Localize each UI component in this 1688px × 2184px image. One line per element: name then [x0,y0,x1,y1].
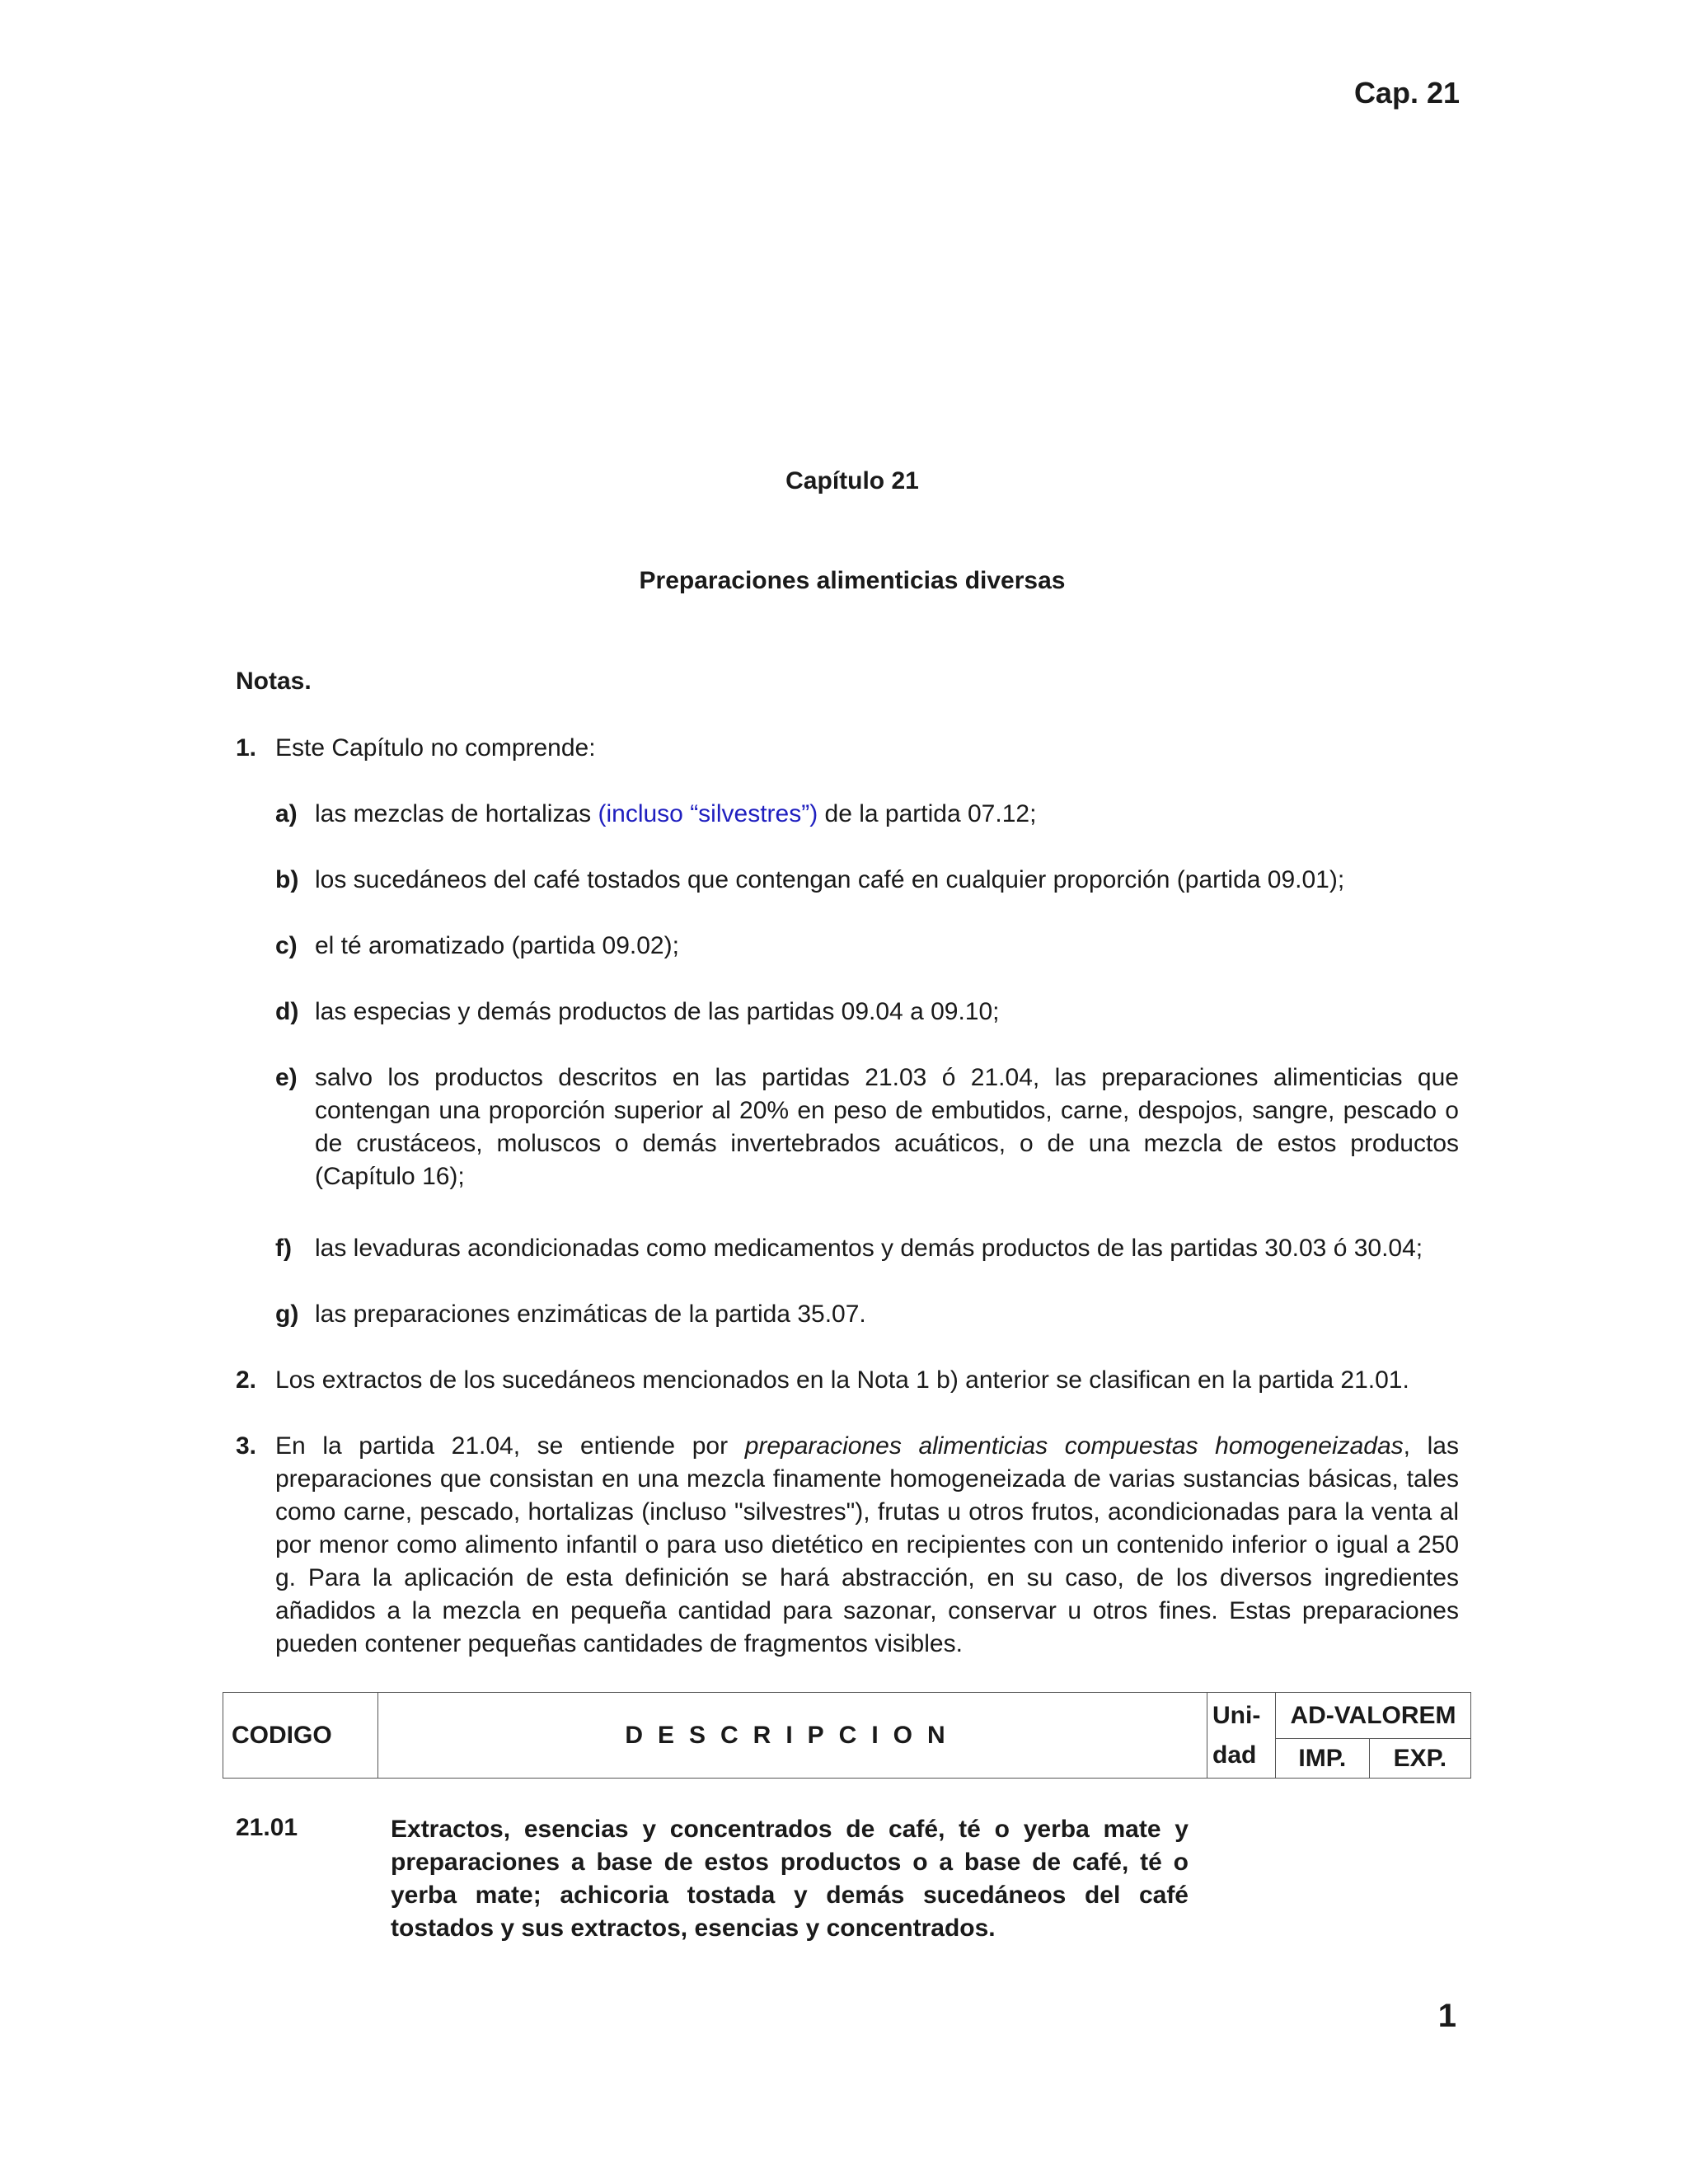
note-item-text: las levaduras acondicionadas como medicamentos y demás productos de las partidas 30.03 ó 30.04; [315,1235,1423,1262]
note-text: Los extractos de los sucedáneos mencionados en la Nota 1 b) anterior se clasifican en la partida 21.01. [275,1366,1409,1394]
chapter-title: Capítulo 21 [785,467,919,494]
column-header-codigo: CODIGO [223,1693,378,1779]
note-item-text: las especias y demás productos de las partidas 09.04 a 09.10; [315,998,1000,1025]
tariff-table-header [223,1692,1471,1779]
note-item-label: b) [275,866,299,893]
note-text: En la partida 21.04, se entiende por preparaciones alimenticias compuestas homogeneizadas, las preparaciones que consistan en una mezcla finamente homogeneizada de varias sustancias básicas, tales como carne, pescado, hortalizas (incluso "silvestres"), frutas u otros frutos, acondicionadas para la venta al por menor como alimento infantil o para uso dietético en recipientes con un contenido inferior o igual a 250 g. Para la aplicación de esta definición se hará abstracción, en su caso, de los diversos ingredientes añadidos a la mezcla en pequeña cantidad para sazonar, conservar u otros fines. Estas preparaciones pueden contener pequeñas cantidades de fragmentos visibles. [275,1432,1459,1657]
note-number: 2. [236,1366,257,1394]
column-header-exp: EXP. [1369,1739,1470,1779]
column-header-unidad: Uni- dad [1207,1693,1276,1779]
note-text: Este Capítulo no comprende: [275,734,596,762]
chapter-header: Cap. 21 [1353,76,1460,110]
note-item-label: a) [275,800,298,827]
note-1 [236,732,1459,765]
column-header-ad-valorem: AD-VALOREM [1276,1693,1471,1739]
page-number: 1 [1437,1998,1456,2034]
column-header-imp: IMP. [1276,1739,1370,1779]
note-item-text: el té aromatizado (partida 09.02); [315,932,679,959]
note-2 [236,1364,1459,1397]
note-item-label: c) [275,932,298,959]
note-3 [236,1430,1459,1661]
entry-code: 21.01 [236,1814,298,1841]
note-item-text: las preparaciones enzimáticas de la partida 35.07. [315,1301,866,1328]
entry-description: Extractos, esencias y concentrados de café, té o yerba mate y preparaciones a base de estos productos o a base de café, té o yerba mate; achicoria tostada y demás sucedáneos del café tostados y sus extractos, esencias y concentrados. [391,1816,1189,1942]
chapter-subtitle: Preparaciones alimenticias diversas [639,567,1066,594]
note-number: 3. [236,1432,257,1460]
defined-term: preparaciones alimenticias compuestas homogeneizadas [744,1432,1404,1460]
notes-heading: Notas. [236,668,312,695]
note-item-text: los sucedáneos del café tostados que contengan café en cualquier proporción (partida 09.01); [315,866,1345,893]
note-item-a [275,798,1459,831]
note-item-f [275,1232,1459,1265]
note-item-label: e) [275,1064,298,1091]
column-header-descripcion: DESCRIPCION [378,1693,1207,1779]
note-number: 1. [236,734,257,762]
note-item-text: salvo los productos descritos en las partidas 21.03 ó 21.04, las preparaciones alimenticias que contengan una proporción superior al 20% en peso de embutidos, carne, despojos, sangre, pescado o de crustáceos, moluscos o demás invertebrados acuáticos, o de una mezcla de estos productos (Capítulo 16); [315,1064,1459,1190]
note-item-d [275,996,1459,1029]
note-item-c [275,930,1459,963]
note-item-e [275,1062,1459,1193]
highlighted-text: (incluso “silvestres”) [598,800,818,827]
note-item-g [275,1298,1459,1331]
note-item-text: las mezclas de hortalizas (incluso “silvestres”) de la partida 07.12; [315,800,1037,827]
note-item-label: g) [275,1301,299,1328]
note-item-label: d) [275,998,299,1025]
note-item-b [275,864,1459,897]
note-item-label: f) [275,1235,292,1262]
